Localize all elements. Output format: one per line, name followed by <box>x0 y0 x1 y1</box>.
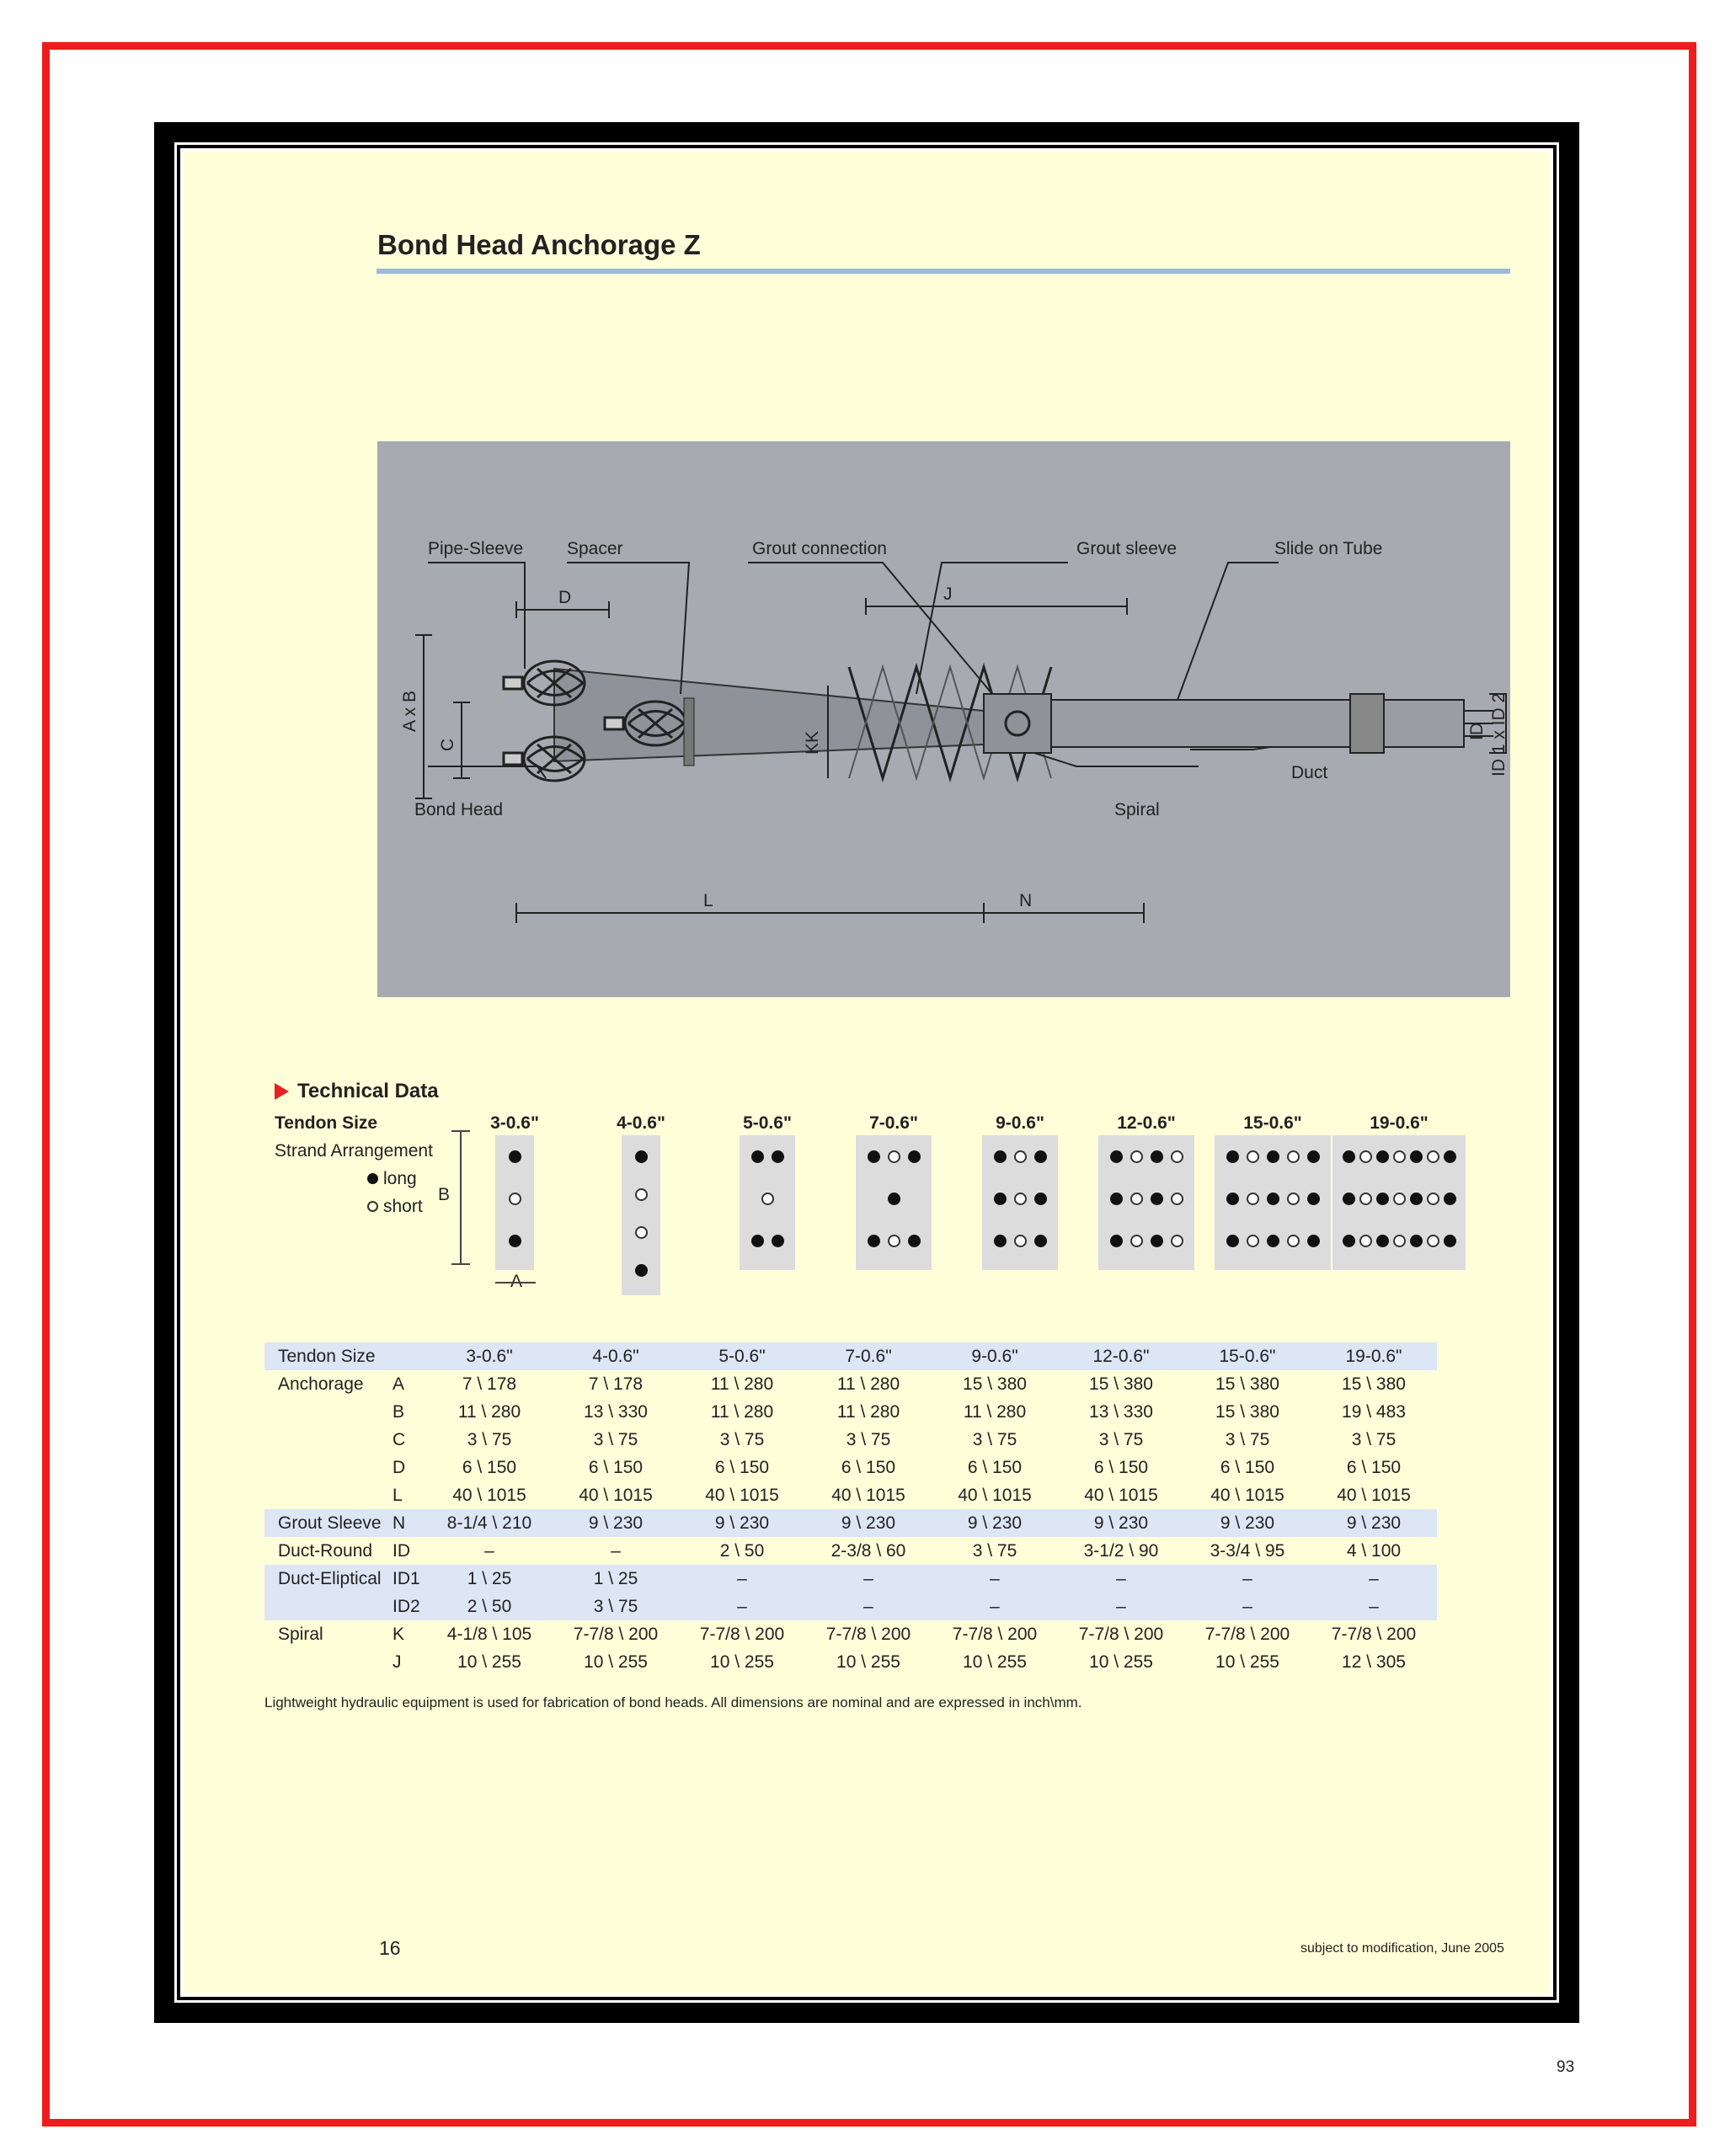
arrangement-header: 5-0.6" <box>743 1113 792 1133</box>
table-cell: 7-0.6" <box>805 1342 932 1370</box>
legend-short-label: short <box>383 1197 423 1216</box>
table-cell: 10 \ 255 <box>1089 1652 1153 1672</box>
label-dim-id1xid2: ID 1 x ID 2 <box>1489 692 1509 776</box>
label-dim-axb: A x B <box>400 690 419 732</box>
long-strand-dot <box>635 1264 648 1277</box>
long-strand-dot <box>1226 1150 1239 1163</box>
short-strand-dot <box>1247 1193 1259 1205</box>
table-cell: 9 \ 230 <box>1058 1509 1184 1537</box>
table-row <box>264 1426 1437 1454</box>
table-cell: 13 \ 330 <box>1089 1401 1153 1422</box>
table-cell: 19-0.6" <box>1311 1342 1437 1370</box>
long-strand-dot <box>1410 1235 1423 1247</box>
long-strand-dot <box>1343 1235 1355 1247</box>
table-cell: 2 \ 50 <box>426 1593 553 1620</box>
table-cell: – <box>932 1593 1058 1620</box>
short-strand-dot <box>1393 1193 1406 1205</box>
long-strand-dot <box>1267 1235 1279 1247</box>
short-strand-dot <box>888 1150 900 1163</box>
tendon-size-label: Tendon Size <box>275 1113 378 1133</box>
arrangement-header: 4-0.6" <box>617 1113 665 1133</box>
row-symbol <box>393 1342 426 1370</box>
row-group-label: Duct-Eliptical <box>264 1565 393 1593</box>
legend-long <box>367 1169 417 1189</box>
long-strand-dot <box>1034 1150 1047 1163</box>
long-strand-dot <box>1267 1150 1279 1163</box>
table-cell: 11 \ 280 <box>710 1374 774 1394</box>
short-strand-dot <box>1014 1193 1027 1205</box>
long-strand-dot <box>994 1235 1007 1247</box>
legend-short <box>367 1197 423 1217</box>
table-cell: 10 \ 255 <box>457 1652 521 1672</box>
anchorage-diagram-svg <box>377 441 1510 997</box>
label-dim-d: D <box>558 588 572 607</box>
table-row <box>264 1481 1437 1509</box>
dim-b-label: B <box>438 1185 451 1204</box>
table-cell: 15 \ 380 <box>1215 1401 1279 1422</box>
table-cell: 3 \ 75 <box>467 1429 512 1449</box>
arrangement-header: 3-0.6" <box>490 1113 539 1133</box>
table-cell: – <box>932 1565 1058 1593</box>
strand-arrangement-box <box>495 1135 534 1270</box>
short-strand-dot <box>1130 1193 1143 1205</box>
table-cell: 2 \ 50 <box>719 1540 765 1561</box>
table-cell: 10 \ 255 <box>584 1652 648 1672</box>
label-spacer: Spacer <box>567 539 623 558</box>
table-cell: 4 \ 100 <box>1346 1540 1402 1561</box>
short-strand-dot <box>1130 1150 1143 1163</box>
long-strand-icon <box>367 1173 378 1184</box>
short-strand-dot <box>509 1193 521 1205</box>
table-cell: 6 \ 150 <box>1346 1457 1402 1477</box>
modification-note: subject to modification, June 2005 <box>1300 1941 1504 1956</box>
short-strand-dot <box>1014 1235 1027 1247</box>
outer-page-number: 93 <box>1557 2058 1575 2076</box>
short-strand-dot <box>1247 1235 1259 1247</box>
row-group-label <box>264 1593 393 1620</box>
label-dim-kk: KK <box>803 730 822 755</box>
table-cell: 3 \ 75 <box>846 1429 891 1449</box>
table-cell: 7-7/8 \ 200 <box>1331 1624 1417 1644</box>
table-cell: 4-0.6" <box>553 1342 679 1370</box>
long-strand-dot <box>908 1150 921 1163</box>
short-strand-dot <box>1359 1235 1372 1247</box>
long-strand-dot <box>509 1235 521 1247</box>
table-cell: 7 \ 178 <box>462 1374 517 1394</box>
long-strand-dot <box>1110 1150 1123 1163</box>
table-row <box>264 1509 1437 1537</box>
page-title: Bond Head Anchorage Z <box>377 229 701 260</box>
label-dim-c: C <box>438 738 457 751</box>
short-strand-dot <box>635 1188 648 1201</box>
table-cell: 11 \ 280 <box>710 1401 774 1422</box>
table-cell: 7-7/8 \ 200 <box>952 1624 1038 1644</box>
label-bond-head: Bond Head <box>414 800 504 819</box>
long-strand-dot <box>1110 1235 1123 1247</box>
table-cell: 9 \ 230 <box>932 1509 1058 1537</box>
long-strand-dot <box>1151 1193 1163 1205</box>
table-cell: 3 \ 75 <box>972 1429 1017 1449</box>
row-group-label <box>264 1426 393 1454</box>
slide-on-tube-coupler <box>1350 694 1384 753</box>
title-rule <box>377 269 1510 274</box>
long-strand-dot <box>868 1235 880 1247</box>
short-strand-dot <box>1287 1235 1300 1247</box>
short-strand-dot <box>635 1226 648 1239</box>
strand-arrangement-box <box>622 1135 660 1295</box>
long-strand-dot <box>1226 1193 1239 1205</box>
label-spiral: Spiral <box>1114 800 1160 819</box>
label-grout-sleeve: Grout sleeve <box>1076 539 1178 558</box>
strand-arrangement-box <box>1098 1135 1194 1270</box>
technical-data-title: Technical Data <box>297 1080 439 1102</box>
table-cell: – <box>1184 1565 1311 1593</box>
table-cell: 40 \ 1015 <box>1337 1485 1411 1505</box>
table-cell: 6 \ 150 <box>967 1457 1023 1477</box>
long-strand-dot <box>1034 1193 1047 1205</box>
table-cell: 19 \ 483 <box>1342 1401 1406 1422</box>
row-group-label <box>264 1398 393 1426</box>
technical-data-heading <box>275 1080 439 1103</box>
table-cell: 3-0.6" <box>426 1342 553 1370</box>
table-cell: 9-0.6" <box>932 1342 1058 1370</box>
long-strand-dot <box>1444 1193 1456 1205</box>
table-cell: 3 \ 75 <box>553 1593 679 1620</box>
long-strand-dot <box>1151 1150 1163 1163</box>
short-strand-dot <box>1427 1150 1439 1163</box>
label-grout-connection: Grout connection <box>752 539 887 558</box>
table-cell: – <box>1311 1593 1437 1620</box>
row-symbol: N <box>393 1509 426 1537</box>
long-strand-dot <box>1151 1235 1163 1247</box>
long-strand-dot <box>1376 1235 1389 1247</box>
table-cell: – <box>805 1593 932 1620</box>
short-strand-dot <box>1130 1235 1143 1247</box>
short-strand-dot <box>1427 1235 1439 1247</box>
long-strand-dot <box>1444 1235 1456 1247</box>
table-cell: 40 \ 1015 <box>579 1485 653 1505</box>
table-cell: 1 \ 25 <box>426 1565 553 1593</box>
row-group-label <box>264 1481 393 1509</box>
table-cell: 3 \ 75 <box>972 1540 1017 1561</box>
long-strand-dot <box>1376 1193 1389 1205</box>
label-pipe-sleeve: Pipe-Sleeve <box>428 539 524 558</box>
arrangement-header: 9-0.6" <box>996 1113 1044 1133</box>
table-cell: 7-7/8 \ 200 <box>573 1624 659 1644</box>
long-strand-dot <box>1376 1150 1389 1163</box>
arrangement-header: 15-0.6" <box>1243 1113 1302 1133</box>
table-cell: 10 \ 255 <box>1215 1652 1279 1672</box>
table-cell: 9 \ 230 <box>1184 1509 1311 1537</box>
table-cell: 8-1/4 \ 210 <box>426 1509 553 1537</box>
short-strand-dot <box>888 1235 900 1247</box>
long-strand-dot <box>772 1150 784 1163</box>
long-strand-dot <box>868 1150 880 1163</box>
legend-long-label: long <box>383 1169 417 1188</box>
long-strand-dot <box>1307 1193 1320 1205</box>
label-duct: Duct <box>1291 763 1328 782</box>
long-strand-dot <box>1267 1193 1279 1205</box>
short-strand-dot <box>1171 1235 1183 1247</box>
table-row <box>264 1537 1437 1565</box>
short-strand-dot <box>1359 1150 1372 1163</box>
label-slide-on-tube: Slide on Tube <box>1274 539 1383 558</box>
table-cell: – <box>1184 1593 1311 1620</box>
table-cell: 6 \ 150 <box>1220 1457 1275 1477</box>
table-cell: 13 \ 330 <box>584 1401 648 1422</box>
table-cell: 7-7/8 \ 200 <box>699 1624 785 1644</box>
long-strand-dot <box>1343 1150 1355 1163</box>
row-symbol: D <box>393 1457 406 1477</box>
table-cell: 40 \ 1015 <box>1084 1485 1158 1505</box>
label-dim-n: N <box>1019 891 1033 910</box>
duct-tube <box>1051 700 1464 747</box>
table-row <box>264 1620 1437 1648</box>
table-cell: 2-3/8 \ 60 <box>830 1540 906 1561</box>
row-symbol: K <box>393 1624 405 1644</box>
dim-b-tick-bottom <box>451 1263 470 1265</box>
long-strand-dot <box>635 1150 648 1163</box>
short-strand-dot <box>1247 1150 1259 1163</box>
row-symbol: C <box>393 1429 406 1449</box>
long-strand-dot <box>1444 1150 1456 1163</box>
strand-arrangement-section <box>177 1113 1558 1366</box>
row-group-label: Grout Sleeve <box>264 1509 393 1537</box>
table-row <box>264 1398 1437 1426</box>
table-cell: 40 \ 1015 <box>705 1485 779 1505</box>
long-strand-dot <box>1034 1235 1047 1247</box>
long-strand-dot <box>751 1150 764 1163</box>
technical-data-table <box>264 1342 1437 1676</box>
table-cell: 7-7/8 \ 200 <box>1078 1624 1164 1644</box>
label-dim-l: L <box>703 891 713 910</box>
table-cell: 15 \ 380 <box>1342 1374 1406 1394</box>
table-cell: 3-3/4 \ 95 <box>1210 1540 1285 1561</box>
table-cell: 3-1/2 \ 90 <box>1083 1540 1159 1561</box>
table-cell: 11 \ 280 <box>963 1401 1027 1422</box>
table-row <box>264 1342 1437 1370</box>
table-cell: 3 \ 75 <box>1351 1429 1397 1449</box>
row-symbol: ID1 <box>393 1565 426 1593</box>
table-cell: 12 \ 305 <box>1342 1652 1406 1672</box>
long-strand-dot <box>772 1235 784 1247</box>
document-page <box>174 142 1559 2003</box>
table-cell: 10 \ 255 <box>710 1652 774 1672</box>
grout-sleeve <box>984 694 1051 753</box>
row-symbol: L <box>393 1485 403 1505</box>
table-cell: 40 \ 1015 <box>958 1485 1032 1505</box>
long-strand-dot <box>1110 1193 1123 1205</box>
table-cell: 15-0.6" <box>1184 1342 1311 1370</box>
table-cell: – <box>679 1565 805 1593</box>
table-cell: – <box>1311 1565 1437 1593</box>
label-dim-id: ID <box>1467 723 1487 740</box>
row-symbol: ID <box>393 1540 410 1561</box>
table-cell: 12-0.6" <box>1058 1342 1184 1370</box>
arrangement-header: 12-0.6" <box>1117 1113 1176 1133</box>
table-cell: 6 \ 150 <box>1093 1457 1149 1477</box>
long-strand-dot <box>908 1235 921 1247</box>
table-cell: 10 \ 255 <box>963 1652 1027 1672</box>
strand-arrangement-box <box>740 1135 795 1270</box>
long-strand-dot <box>994 1193 1007 1205</box>
short-strand-dot <box>1427 1193 1439 1205</box>
table-cell: 11 \ 280 <box>836 1374 900 1394</box>
table-cell: 7-7/8 \ 200 <box>1204 1624 1290 1644</box>
table-cell: 6 \ 150 <box>588 1457 644 1477</box>
table-cell: 5-0.6" <box>679 1342 805 1370</box>
short-strand-dot <box>1393 1150 1406 1163</box>
strand-arrangement-box <box>1332 1135 1466 1270</box>
row-group-label: Duct-Round <box>278 1540 373 1561</box>
row-symbol: B <box>393 1401 405 1422</box>
table-cell: 1 \ 25 <box>553 1565 679 1593</box>
table-row <box>264 1454 1437 1481</box>
long-strand-dot <box>1307 1150 1320 1163</box>
long-strand-dot <box>1410 1193 1423 1205</box>
table-row <box>264 1593 1437 1620</box>
row-group-label: Anchorage <box>278 1374 364 1394</box>
short-strand-dot <box>1171 1193 1183 1205</box>
spacer-plate <box>684 698 694 766</box>
table-cell: 10 \ 255 <box>836 1652 900 1672</box>
table-cell: 7 \ 178 <box>588 1374 644 1394</box>
bullet-triangle-icon <box>275 1083 289 1100</box>
table-cell: 15 \ 380 <box>1089 1374 1153 1394</box>
short-strand-icon <box>367 1201 378 1212</box>
table-cell: – <box>805 1565 932 1593</box>
long-strand-dot <box>888 1193 900 1205</box>
page-number: 16 <box>379 1937 401 1959</box>
table-cell: 6 \ 150 <box>841 1457 896 1477</box>
table-cell: 9 \ 230 <box>679 1509 805 1537</box>
table-cell: 40 \ 1015 <box>452 1485 526 1505</box>
footnote: Lightweight hydraulic equipment is used for fabrication of bond heads. All dimensions are nominal and are expressed in inch\mm. <box>264 1694 1082 1710</box>
table-cell: 11 \ 280 <box>457 1401 521 1422</box>
row-group-label <box>264 1648 393 1676</box>
long-strand-dot <box>751 1235 764 1247</box>
table-cell: 15 \ 380 <box>1215 1374 1279 1394</box>
row-symbol: ID2 <box>393 1593 426 1620</box>
table-cell: – <box>611 1540 621 1561</box>
strand-arrangement-box <box>982 1135 1058 1270</box>
long-strand-dot <box>994 1150 1007 1163</box>
table-cell: 4-1/8 \ 105 <box>446 1624 532 1644</box>
table-cell: 3 \ 75 <box>593 1429 638 1449</box>
table-cell: 9 \ 230 <box>553 1509 679 1537</box>
table-cell: 7-7/8 \ 200 <box>825 1624 911 1644</box>
long-strand-dot <box>1343 1193 1355 1205</box>
table-cell: – <box>1058 1565 1184 1593</box>
short-strand-dot <box>1014 1150 1027 1163</box>
table-cell: 40 \ 1015 <box>1210 1485 1284 1505</box>
short-strand-dot <box>1393 1235 1406 1247</box>
short-strand-dot <box>761 1193 774 1205</box>
table-cell: 3 \ 75 <box>1225 1429 1270 1449</box>
short-strand-dot <box>1171 1150 1183 1163</box>
table-cell: – <box>1058 1593 1184 1620</box>
short-strand-dot <box>1287 1150 1300 1163</box>
table-cell: 6 \ 150 <box>714 1457 770 1477</box>
table-cell: – <box>484 1540 494 1561</box>
arrangement-header: 19-0.6" <box>1370 1113 1429 1133</box>
table-row <box>264 1565 1437 1593</box>
anchorage-diagram <box>377 441 1510 997</box>
table-cell: 3 \ 75 <box>1098 1429 1144 1449</box>
long-strand-dot <box>1226 1235 1239 1247</box>
table-cell: 40 \ 1015 <box>831 1485 905 1505</box>
long-strand-dot <box>1410 1150 1423 1163</box>
table-cell: 9 \ 230 <box>1311 1509 1437 1537</box>
row-group-label: Tendon Size <box>264 1342 393 1370</box>
table-row <box>264 1370 1437 1398</box>
table-cell: 9 \ 230 <box>805 1509 932 1537</box>
label-dim-j: J <box>943 584 953 604</box>
table-cell: – <box>679 1593 805 1620</box>
row-symbol: J <box>393 1652 402 1672</box>
row-group-label <box>264 1454 393 1481</box>
short-strand-dot <box>1359 1193 1372 1205</box>
strand-arrangement-label: Strand Arrangement <box>275 1141 433 1161</box>
row-symbol: A <box>393 1374 405 1394</box>
strand-arrangement-box <box>856 1135 932 1270</box>
dim-b-line <box>460 1130 462 1265</box>
table-cell: 6 \ 150 <box>462 1457 517 1477</box>
short-strand-dot <box>1287 1193 1300 1205</box>
table-row <box>264 1648 1437 1676</box>
strand-arrangement-box <box>1215 1135 1331 1270</box>
table-cell: 15 \ 380 <box>963 1374 1027 1394</box>
row-group-label: Spiral <box>278 1624 323 1644</box>
arrangement-header: 7-0.6" <box>869 1113 918 1133</box>
table-cell: 3 \ 75 <box>719 1429 765 1449</box>
long-strand-dot <box>509 1150 521 1163</box>
document-frame <box>154 122 1579 2023</box>
table-cell: 11 \ 280 <box>836 1401 900 1422</box>
long-strand-dot <box>1307 1235 1320 1247</box>
dim-a-line <box>495 1282 536 1283</box>
